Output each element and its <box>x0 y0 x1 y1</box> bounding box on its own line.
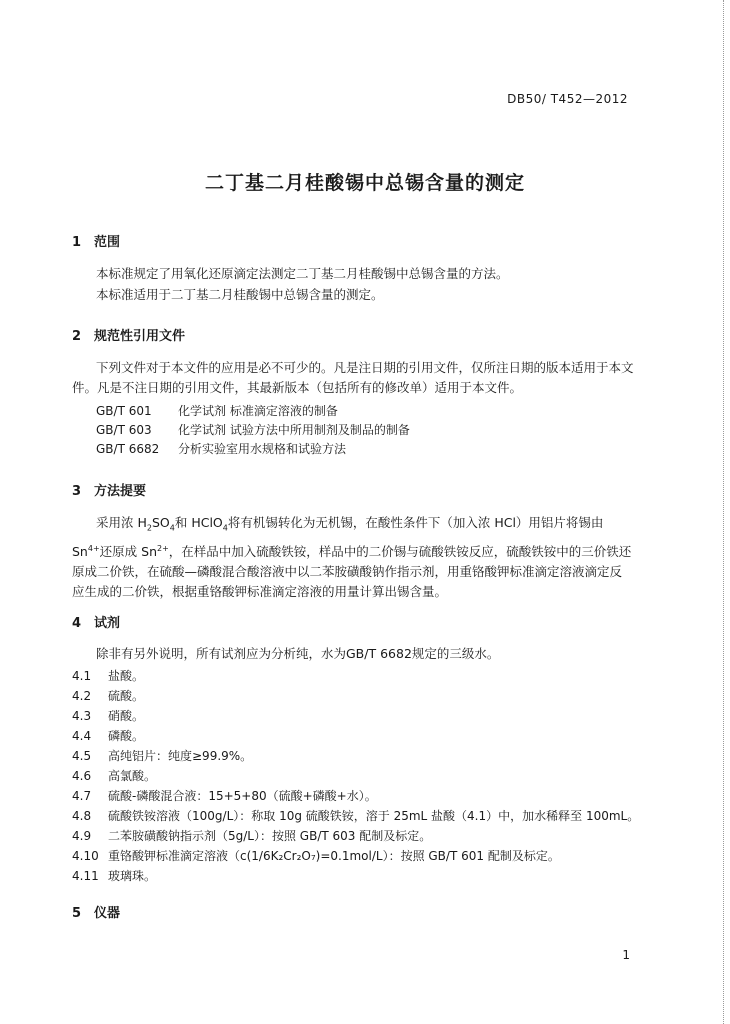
reagent-item <box>72 847 560 864</box>
para-text: 采用浓 H <box>96 515 147 530</box>
para-text: 还原成 Sn <box>99 543 157 559</box>
reagent-item <box>72 707 144 724</box>
reference-code: GB/T 601 <box>96 404 152 418</box>
reagent-item <box>72 747 252 764</box>
section-1-para-1: 本标准规定了用氧化还原滴定法测定二丁基二月桂酸锡中总锡含量的方法。 <box>96 266 509 281</box>
item-text: 二苯胺磺酸钠指示剂（5g/L）：按照 GB/T 603 配制及标定。 <box>108 829 432 843</box>
section-3-heading <box>72 480 146 499</box>
section-2-heading <box>72 325 185 344</box>
item-number: 4.6 <box>72 769 92 783</box>
para-text: SO <box>151 515 170 530</box>
reagent-item <box>72 807 639 824</box>
reagent-item <box>72 787 377 804</box>
item-text: 硫酸铁铵溶液（100g/L）：称取 10g 硫酸铁铵，溶于 25mL 盐酸（4.1）中，加水稀释至 100mL。 <box>108 809 640 823</box>
section-title: 规范性引用文件 <box>94 329 186 344</box>
reference-row <box>96 421 410 438</box>
item-text: 高氯酸。 <box>108 769 157 783</box>
section-title: 试剂 <box>94 616 121 631</box>
section-number: 3 <box>72 484 82 499</box>
item-number: 4.10 <box>72 849 99 863</box>
item-number: 4.1 <box>72 669 92 683</box>
reagent-item <box>72 867 156 884</box>
reagent-item <box>72 727 144 744</box>
reagent-item <box>72 667 144 684</box>
section-3-para <box>72 513 634 602</box>
section-2-para: 下列文件对于本文件的应用是必不可少的。凡是注日期的引用文件，仅所注日期的版本适用于本文件。凡是不注日期的引用文件，其最新版本（包括所有的修改单）适用于本文件。 <box>72 360 634 395</box>
reference-title: 化学试剂 标准滴定溶液的制备 <box>178 404 338 418</box>
reference-row <box>96 402 338 419</box>
section-number: 5 <box>72 906 82 921</box>
section-title: 方法提要 <box>94 484 147 499</box>
reagent-item <box>72 827 431 844</box>
reference-row <box>96 440 346 457</box>
section-5-heading <box>72 902 120 921</box>
section-number: 1 <box>72 235 82 250</box>
item-number: 4.11 <box>72 869 99 883</box>
superscript: 4+ <box>87 543 100 553</box>
item-text: 高纯铝片：纯度≥99.9%。 <box>108 749 253 763</box>
section-1-heading <box>72 231 120 250</box>
reference-code: GB/T 603 <box>96 423 152 437</box>
section-4-intro: 除非有另外说明，所有试剂应为分析纯，水为GB/T 6682规定的三级水。 <box>96 646 500 661</box>
reference-code: GB/T 6682 <box>96 442 160 456</box>
section-1-para-2: 本标准适用于二丁基二月桂酸锡中总锡含量的测定。 <box>96 287 384 302</box>
para-text: 将有机锡转化为无机锡，在酸性条件下（加入浓 HCl）用铝片将锡由 Sn <box>72 515 604 559</box>
para-text: ，在样品中加入硫酸铁铵，样品中的二价锡与硫酸铁铵反应，硫酸铁铵中的三价铁还原成二价铁，在硫酸—磷酸混合酸溶液中以二苯胺磺酸钠作指示剂，用重铬酸钾标准滴定溶液滴定反应生成的二价铁，根据重铬酸钾标准滴定溶液的用量计算出锡含量。 <box>72 543 632 599</box>
section-number: 4 <box>72 616 82 631</box>
document-title: 二丁基二月桂酸锡中总锡含量的测定 <box>204 172 525 194</box>
reagent-item <box>72 767 156 784</box>
reference-title: 化学试剂 试验方法中所用制剂及制品的制备 <box>178 423 410 437</box>
item-number: 4.3 <box>72 709 92 723</box>
item-text: 硫酸-磷酸混合液：15+5+80（硫酸+磷酸+水）。 <box>108 789 377 803</box>
item-number: 4.7 <box>72 789 92 803</box>
section-number: 2 <box>72 329 82 344</box>
item-text: 玻璃珠。 <box>108 869 157 883</box>
item-number: 4.2 <box>72 689 92 703</box>
section-title: 范围 <box>94 235 121 250</box>
item-number: 4.4 <box>72 729 92 743</box>
subscript: 4 <box>169 523 175 533</box>
superscript: 2+ <box>157 543 169 553</box>
subscript: 4 <box>222 523 228 533</box>
para-text: 和 HClO <box>174 515 223 530</box>
reagent-item <box>72 687 144 704</box>
reference-title: 分析实验室用水规格和试验方法 <box>178 442 347 456</box>
item-text: 硫酸。 <box>108 689 145 703</box>
item-text: 重铬酸钾标准滴定溶液（c(1/6K₂Cr₂O₇)=0.1mol/L）：按照 GB/T 601 配制及标定。 <box>108 849 560 863</box>
subscript: 2 <box>146 523 152 533</box>
item-number: 4.5 <box>72 749 92 763</box>
section-title: 仪器 <box>94 906 121 921</box>
document-code: DB50/ T452—2012 <box>507 92 628 106</box>
scan-edge-dots <box>721 0 724 1024</box>
item-text: 磷酸。 <box>108 729 145 743</box>
item-number: 4.8 <box>72 809 92 823</box>
item-text: 盐酸。 <box>108 669 145 683</box>
page-number: 1 <box>622 948 630 962</box>
item-text: 硝酸。 <box>108 709 145 723</box>
item-number: 4.9 <box>72 829 92 843</box>
section-4-heading <box>72 612 120 631</box>
